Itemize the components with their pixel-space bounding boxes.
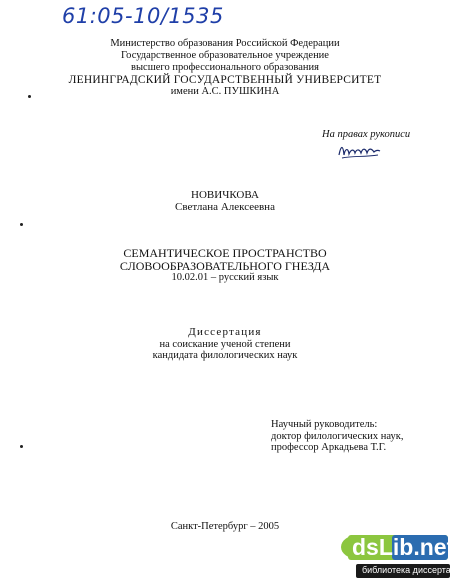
thesis-title-line-1: СЕМАНТИЧЕСКОЕ ПРОСТРАНСТВО	[123, 246, 327, 260]
author-given-names: Светлана Алексеевна	[175, 201, 275, 213]
thesis-title-block	[0, 247, 450, 284]
supervisor-heading: Научный руководитель:	[271, 419, 378, 430]
supervisor-name: профессор Аркадьева Т.Г.	[271, 442, 387, 453]
degree-line-1: на соискание ученой степени	[159, 338, 291, 350]
manuscript-rights-note: На правах рукописи	[322, 129, 411, 140]
author-signature	[336, 141, 382, 161]
thesis-specialty: 10.02.01 – русский язык	[171, 272, 279, 283]
dissertation-block	[0, 327, 450, 362]
author-block	[0, 189, 450, 213]
dslib-watermark[interactable]	[340, 530, 466, 582]
dissertation-label: Диссертация	[188, 326, 262, 338]
thesis-title-line-2: СЛОВООБРАЗОВАТЕЛЬНОГО ГНЕЗДА	[119, 258, 331, 273]
institution-type-line: Государственное образовательное учреждение	[121, 50, 329, 61]
supervisor-degree: доктор филологических наук,	[271, 430, 404, 442]
scan-speck	[20, 223, 23, 226]
watermark-brand	[352, 534, 454, 561]
university-named-after: имени А.С. ПУШКИНА	[170, 86, 280, 97]
author-surname: НОВИЧКОВА	[191, 189, 259, 201]
scan-speck	[28, 95, 31, 98]
education-level-line: высшего профессионального образования	[131, 62, 319, 73]
watermark-brand-prefix: ds	[352, 534, 379, 560]
supervisor-block	[271, 419, 404, 454]
institution-header	[0, 38, 450, 98]
university-name: ЛЕНИНГРАДСКИЙ ГОСУДАРСТВЕННЫЙ УНИВЕРСИТЕТ	[68, 74, 382, 86]
ministry-line: Министерство образования Российской Федерации	[110, 38, 340, 49]
watermark-caption: библиотека диссертаций	[362, 565, 466, 575]
scan-speck	[20, 445, 23, 448]
watermark-brand-suffix: Lib.net	[378, 534, 455, 560]
degree-line-2: кандидата филологических наук	[152, 350, 298, 361]
place-and-year: Санкт-Петербург – 2005	[170, 521, 280, 532]
archive-code-handwritten: 61:05-10/1535	[62, 4, 224, 28]
